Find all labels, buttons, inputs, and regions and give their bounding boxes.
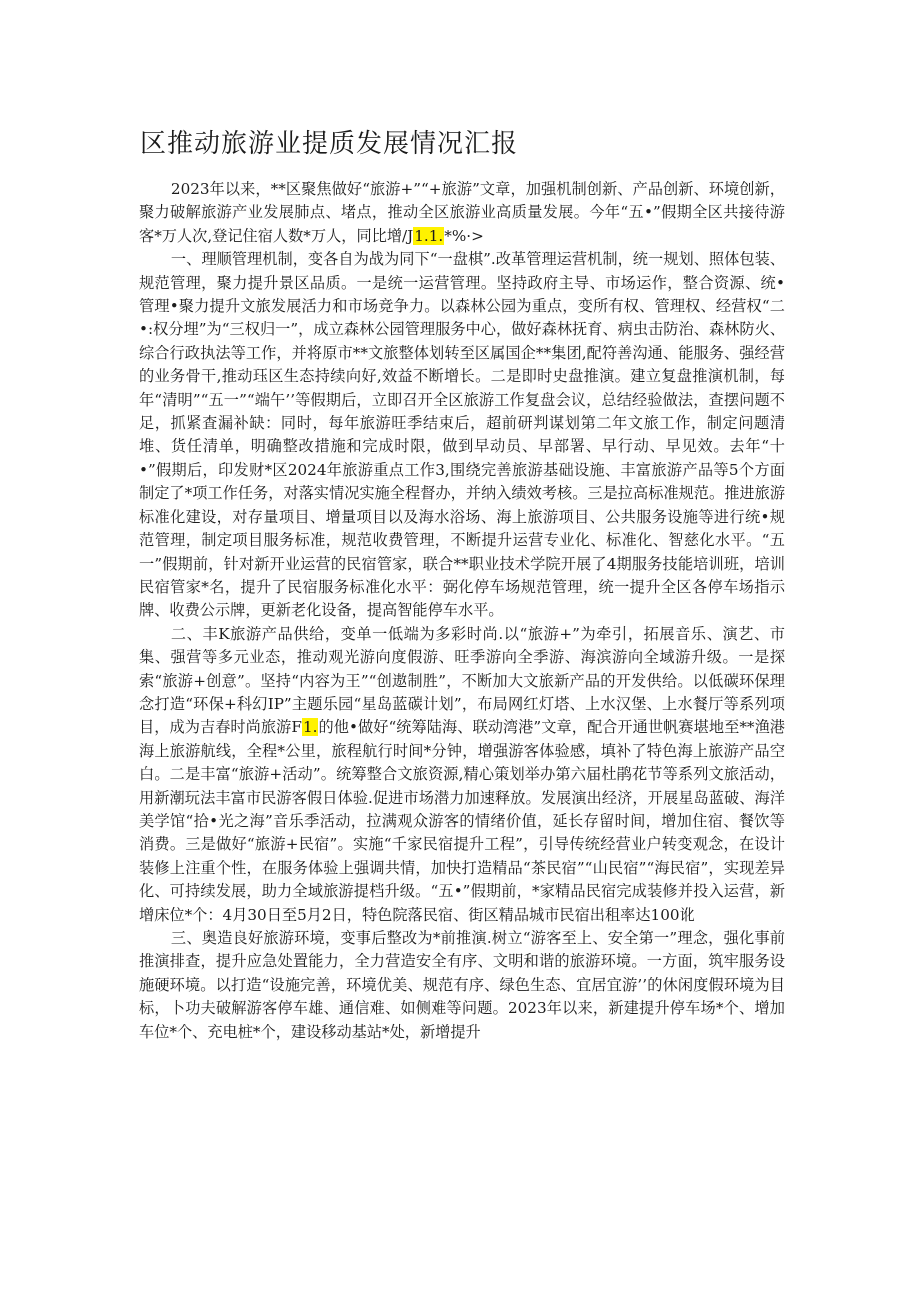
paragraph-section-2 — [139, 623, 785, 927]
paragraph-text: 2023年以来，**区聚焦做好“旅游+”“+旅游”文章，加强机制创新、产品创新、环境创新，聚力破解旅游产业发展肺点、堵点，推动全区旅游业高质量发展。今年“五•”假期全区共接待游客*万人次,登记住宿人数*万人，同比增/J — [139, 180, 785, 245]
highlighted-text: 1. — [302, 718, 318, 737]
paragraph-text: 一、理顺管理机制，变各自为战为同下“一盘棋”.改革管理运营机制，统一规划、照体包装、规范管理，聚力提升景区品质。一是统一运营管理。坚持政府主导、市场运作，整合资源、统•管理•聚力提升文旅发展活力和市场竞争力。以森林公园为重点，变所有权、管理权、经营权“二•:权分埋”为“三权归一”，成立森林公园管理服务中心，做好森林抚育、病虫击防治、森林防火、综合行政执法等工作，并将原市**文旅整体划转至区属国企**集团,配符善沟通、能服务、强经营的业务骨干,推动珏区生态持续向好,效益不断增长。二是即时史盘推演。建立复盘推演机制，每年“清明”“五一”“端午’’等假期后，立即召开全区旅游工作复盘会议，总结经验做法，查摆问题不足，抓紧査漏补缺：同时，每年旅游旺季结束后，超前研判谋划第二年文旅工作，制定问题清堆、货任清单，明确整改措施和完成时限，做到早动员、早部署、早行动、早见效。去年“十•”假期后，印发财*区2024年旅游重点工作3,围绕完善旅游基础设施、丰富旅游产品等5个方面制定了*项工作任务，对落实情况实施全程督办，并纳入绩效考核。三是拉高标准规范。推进旅游标准化建设，对存量项目、增量项目以及海水浴场、海上旅游项目、公共服务设施等进行统•规范管理，制定项目服务标准，规范收费管理，不断提升运营专业化、标准化、智慈化水平。“五一”假期前，针对新开业运营的民宿管家，联合**职业技术学院开展了4期服务技能培训班，培训民宿管家*名，提升了民宿服务标准化水平：弼化停车场规范管理，统一提升全区各停车场指示牌、收费公示牌，更新老化设备，提高智能停车水平。 — [139, 250, 785, 620]
paragraph-intro — [139, 178, 785, 248]
document-title: 区推动旅游业提质发展情况汇报 — [140, 129, 519, 159]
highlighted-text: 1.1. — [414, 226, 444, 245]
document-body — [139, 178, 785, 1044]
paragraph-text: *%·> — [444, 226, 484, 245]
paragraph-text: 三、奥造良好旅游环境，变事后整改为*前推演.树立“游客至上、安全第一”理念，强化事前推演排查，提升应急处置能力，全力营造安全有序、文明和谐的旅游环境。一方面，筑牢服务设施硬环境。以打造“设施完善，环境优美、规范有序、绿色生态、宜居宜游’’的休闲度假环境为目标，卜功夫破解游客停车雄、通信难、如侧难等问题。2023年以来，新建提升停车场*个、增加车位*个、充电桩*个，建设移动基站*处，新增提升 — [139, 929, 785, 1041]
paragraph-text: 二、丰K旅游产品供给，变单一低端为多彩时尚.以“旅游+”为牵引，拓展音乐、演艺、市集、强营等多元业态，推动观光游向度假游、旺季游向全季游、海滨游向全域游升级。一是探索“旅游+创意”。坚持“内容为王”“创遨制胜”，不断加大文旅新产品的开发供给。以低碳环保理念打造“环保+科幻IP”主题乐园“星岛蓝碳计划”，布局网红灯塔、上水汉堡、上水餐厅等系列项目，成为吉春时尚旅游F — [139, 624, 785, 737]
paragraph-text: 的他•做好“统筹陆海、联动湾港”文章，配合开通世帆赛堪地至**渔港海上旅游航线，全程*公里，旅程航行时间*分钟，增强游客体验感，填补了特色海上旅游产品空白。二是丰富“旅游+活动”。统筹整合文旅资源,精心策划举办第六届杜鹃花节等系列文旅活动，用新潮玩法丰富市民游客假日体验.促进市场潜力加速释放。发展演出经济，开展星岛蓝破、海洋美学馆“拾•光之海”音乐季活动，拉满观众游客的情绪价值，延长存留时间，增加住宿、餐饮等消费。三是做好“旅游+民宿”。实施“千家民宿提升工程”，引导传统经营业户转变观念，在设计装修上注重个性，在服务体验上强调共情，加快打造精品“茶民宿”“山民宿”“海民宿”，实现差异化、可持续发展，助力全域旅游提档升级。“五•”假期前，*家精品民宿完成装修并投入运营，新增床位*个：4月30日至5月2日，特色院落民宿、街区精品城市民宿出租率达100讹 — [139, 718, 785, 924]
paragraph-section-1 — [139, 248, 785, 623]
paragraph-section-3 — [139, 927, 785, 1044]
